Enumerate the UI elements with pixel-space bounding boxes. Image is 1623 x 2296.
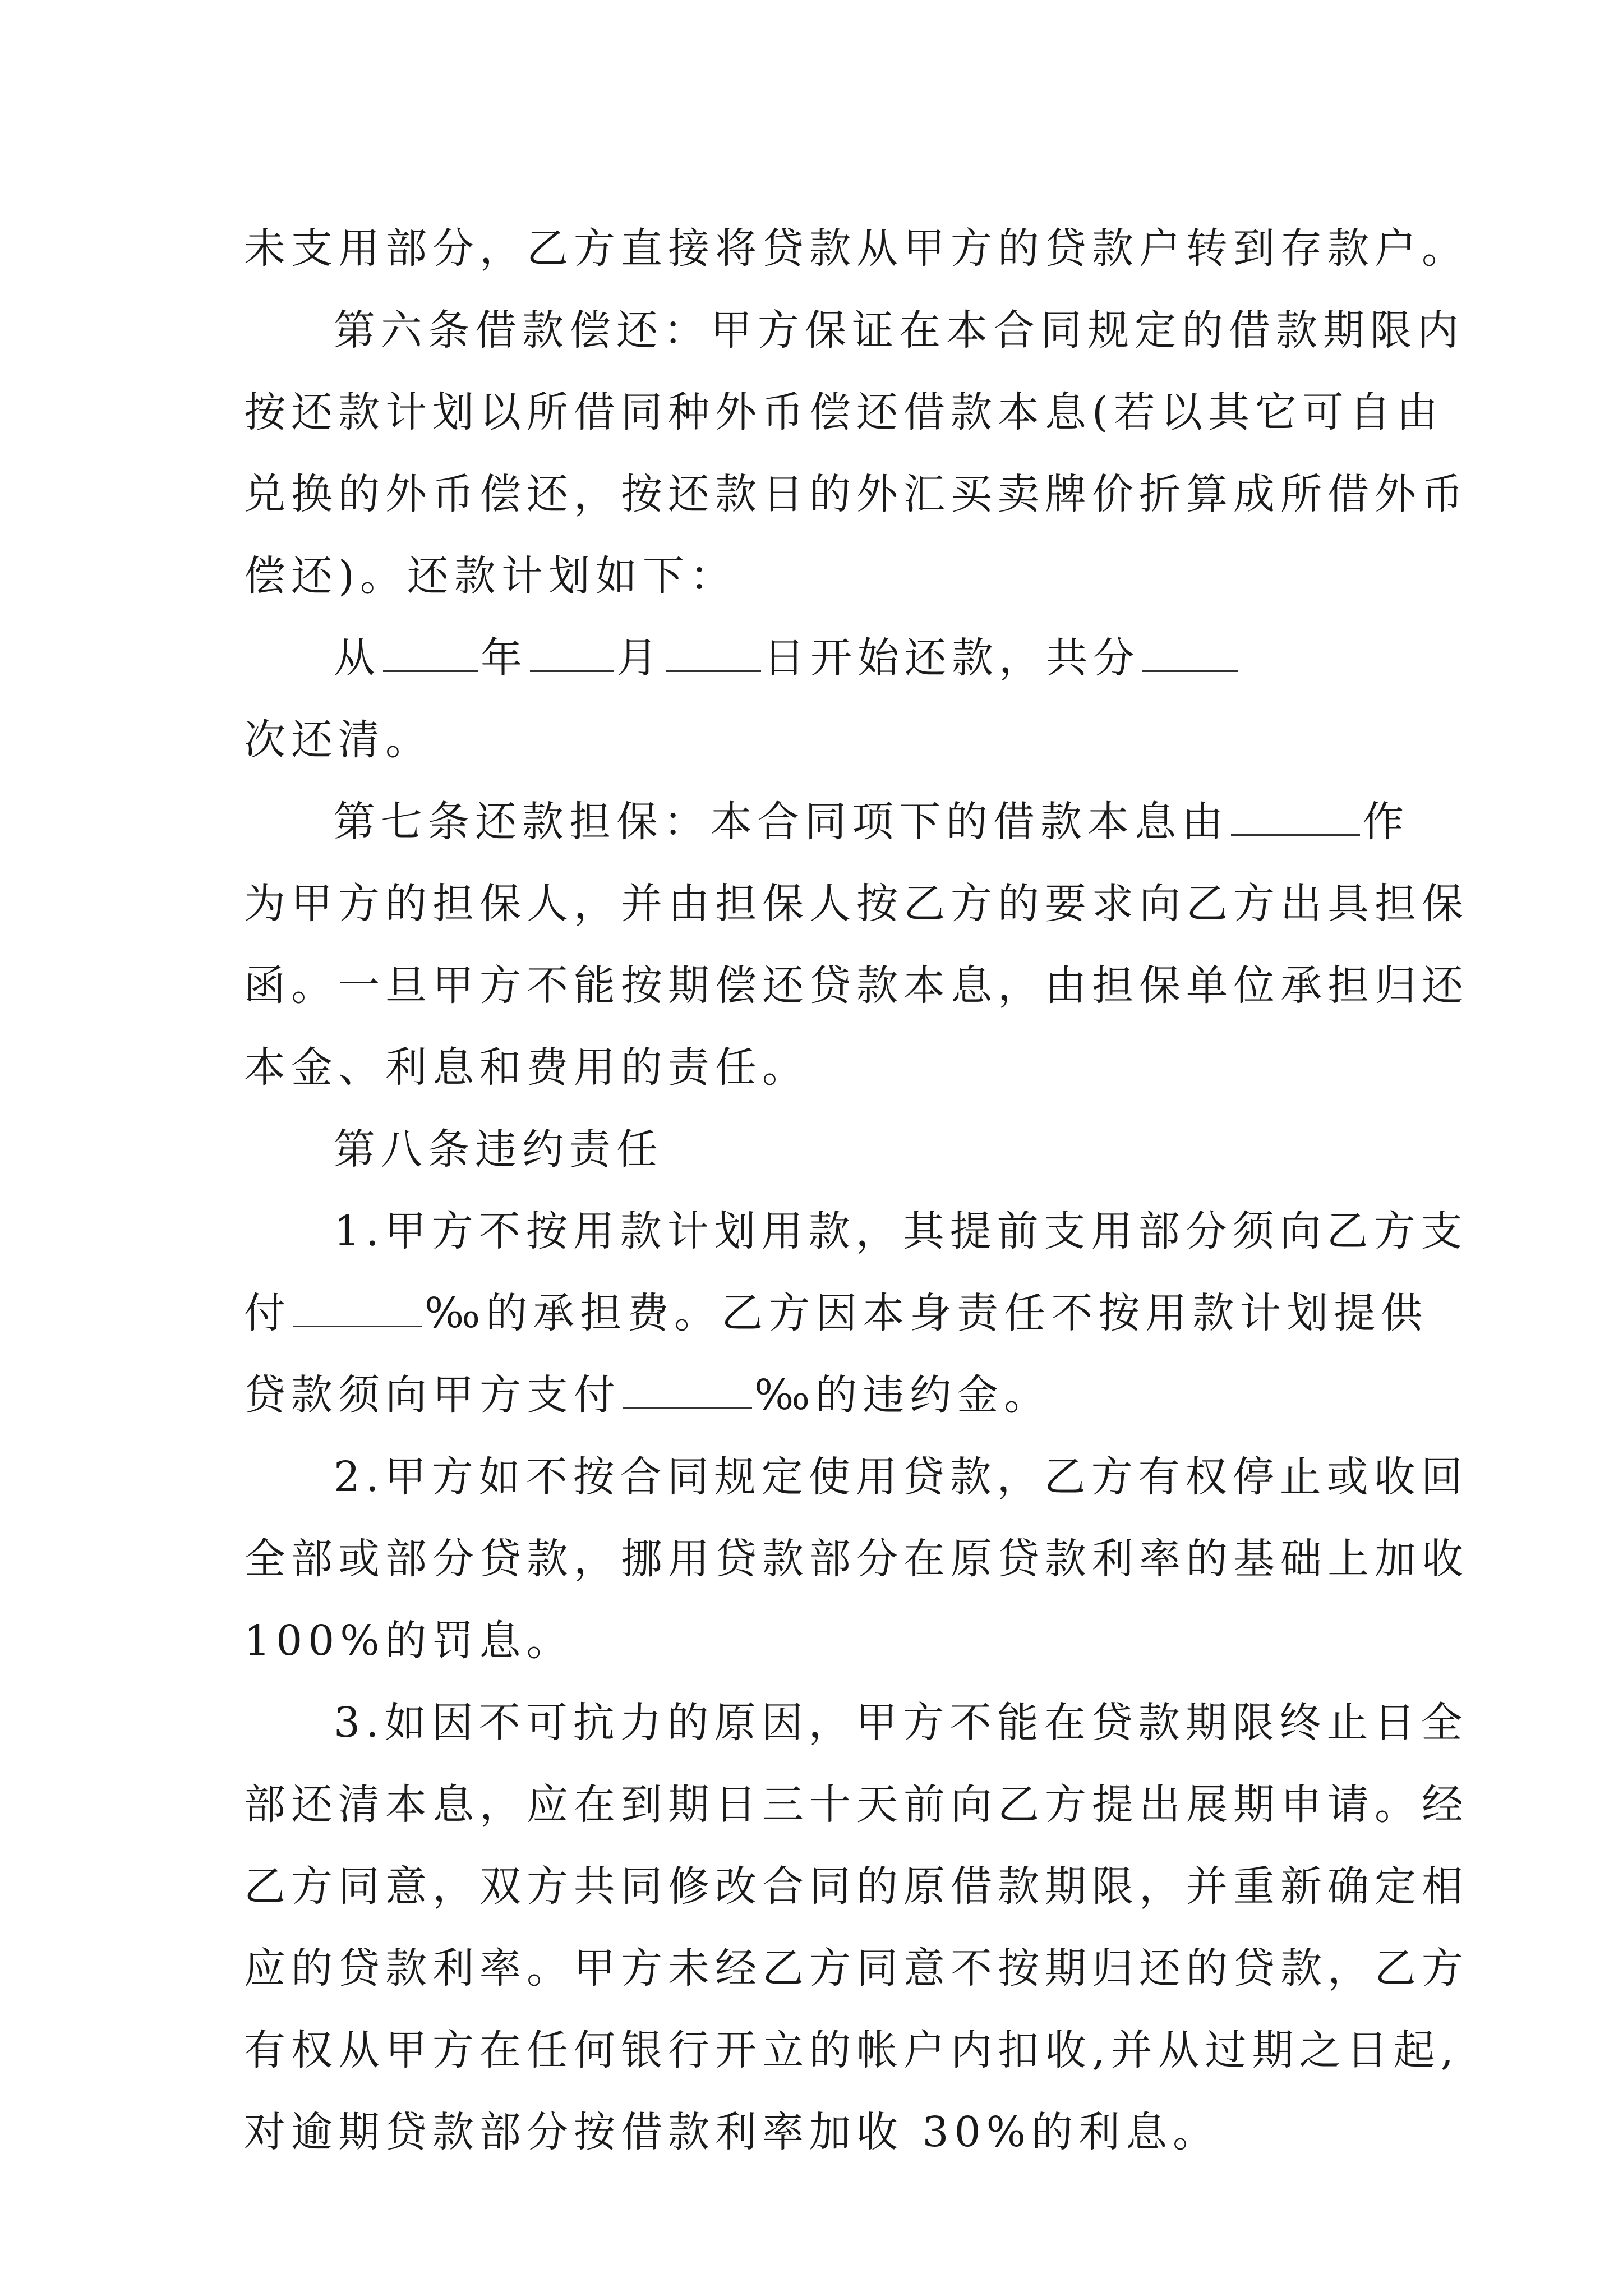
clause-3-line: 乙方同意，双方共同修改合同的原借款期限，并重新确定相 xyxy=(244,1862,1469,1911)
document-body xyxy=(244,208,1469,2173)
paragraph-line: 按还款计划以所借同种外币偿还借款本息(若以其它可自由 xyxy=(244,388,1444,436)
article-7-text: 第七条还款担保：本合同项下的借款本息由 xyxy=(334,798,1229,846)
article-6-heading-line: 第六条借款偿还：甲方保证在本合同规定的借款期限内 xyxy=(334,306,1464,355)
schedule-year: 年 xyxy=(481,634,528,682)
guarantor-blank xyxy=(1231,795,1360,836)
schedule-from: 从 xyxy=(334,634,381,682)
clause-1-line xyxy=(244,1272,1428,1354)
year-blank xyxy=(383,631,478,672)
article-7-text-end: 作 xyxy=(1362,798,1409,846)
clause-1-text: ‰的违约金。 xyxy=(754,1371,1052,1419)
schedule-month: 月 xyxy=(616,634,663,682)
clause-3-line: 应的贷款利率。甲方未经乙方同意不按期归还的贷款，乙方 xyxy=(244,1944,1469,1993)
clause-1-text: 贷款须向甲方支付 xyxy=(244,1371,621,1419)
paragraph-line: 函。一旦甲方不能按期偿还贷款本息，由担保单位承担归还 xyxy=(244,961,1469,1010)
commitment-fee-blank xyxy=(293,1286,422,1327)
repayment-schedule-line xyxy=(244,617,1382,699)
clause-3-line: 3.如因不可抗力的原因，甲方不能在贷款期限终止日全 xyxy=(334,1699,1468,1747)
clause-2-line: 100%的罚息。 xyxy=(244,1617,574,1665)
article-7-heading-line xyxy=(244,781,1409,863)
clause-3-line: 对逾期贷款部分按借款利率加收 30%的利息。 xyxy=(244,2108,1220,2156)
penalty-rate-blank xyxy=(623,1368,752,1409)
clause-3-line: 有权从甲方在任何银行开立的帐户内扣收,并从过期之日起, xyxy=(244,2026,1460,2074)
paragraph-line: 为甲方的担保人，并由担保人按乙方的要求向乙方出具担保 xyxy=(244,880,1469,928)
month-blank xyxy=(530,631,614,672)
schedule-day-start: 日开始还款，共分 xyxy=(763,634,1140,682)
clause-1-text: ‰的承担费。乙方因本身责任不按用款计划提供 xyxy=(425,1289,1428,1337)
day-blank xyxy=(666,631,761,672)
clause-1-text: 付 xyxy=(244,1289,291,1337)
paragraph-line: 偿还)。还款计划如下： xyxy=(244,552,737,600)
clause-2-line: 2.甲方如不按合同规定使用贷款，乙方有权停止或收回 xyxy=(334,1453,1468,1501)
installments-blank xyxy=(1142,631,1238,672)
clause-2-line: 全部或部分贷款，挪用贷款部分在原贷款利率的基础上加收 xyxy=(244,1535,1469,1583)
clause-1-line: 1.甲方不按用款计划用款，其提前支用部分须向乙方支 xyxy=(334,1207,1468,1255)
article-8-title: 第八条违约责任 xyxy=(334,1125,663,1174)
paragraph-line: 本金、利息和费用的责任。 xyxy=(244,1043,809,1092)
paragraph-line: 兑换的外币偿还，按还款日的外汇买卖牌价折算成所借外币 xyxy=(244,470,1469,518)
paragraph-line: 次还清。 xyxy=(244,716,432,764)
paragraph-line: 未支用部分，乙方直接将贷款从甲方的贷款户转到存款户。 xyxy=(244,224,1469,273)
clause-3-line: 部还清本息，应在到期日三十天前向乙方提出展期申请。经 xyxy=(244,1780,1469,1829)
clause-1-line xyxy=(244,1354,1382,1436)
